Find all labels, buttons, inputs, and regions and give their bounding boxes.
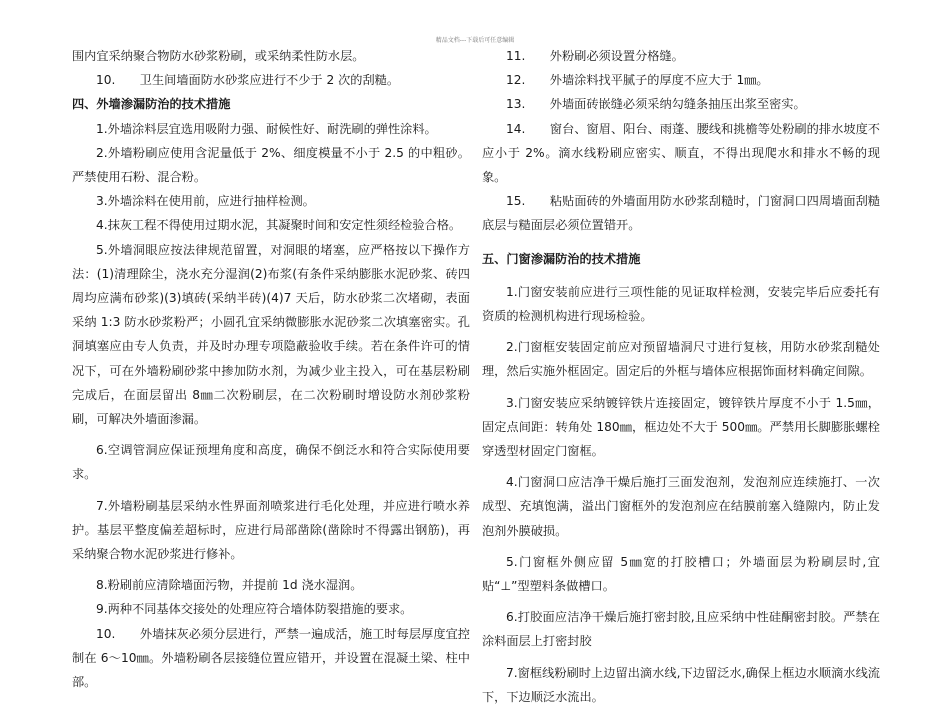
paragraph: 5.外墙洞眼应按法律规范留置，对洞眼的堵塞，应严格按以下操作方法：(1)清理除尘，浇水充分湿润(2)布浆(有条件采纳膨胀水泥砂浆、砖四周均应满布砂浆)(3)填砖(采纳半砖)(4)7 天后，防水砂浆二次堵砌，表面采纳 1:3 防水砂浆粉严；小圆孔宜采纳微膨胀水泥砂浆二次填塞密实。孔洞填塞应由专人负责，并及时办理专项隐蔽验收手续。若在条件许可的情况下，可在外墙粉刷砂浆中掺加防水剂，为减少业主投入，可在基层粉刷完成后，在面层留出 8㎜二次粉刷层，在二次粉刷时增设防水剂砂浆粉刷，可解决外墙面渗漏。: [72, 242, 470, 427]
paragraph: 10. 卫生间墙面防水砂浆应进行不少于 2 次的刮糙。: [96, 73, 400, 88]
paragraph: 7.窗框线粉刷时上边留出滴水线,下边留泛水,确保上框边水顺滴水线流下，下边顺泛水流出。: [482, 665, 880, 704]
paragraph: 1.门窗安装前应进行三项性能的见证取样检测，安装完毕后应委托有资质的检测机构进行现场检验。: [482, 284, 880, 324]
paragraph: 6.空调管洞应保证预埋角度和高度，确保不倒泛水和符合实际使用要求。: [72, 443, 470, 482]
right-column: [482, 44, 880, 709]
paragraph: 7.外墙粉刷基层采纳水性界面剂喷浆进行毛化处理，并应进行喷水养护。基层平整度偏差超标时，应进行局部凿除(凿除时不得露出钢筋)，再采纳聚合物水泥砂浆进行修补。: [72, 498, 470, 562]
page-header: 精品文档---下载后可任意编辑: [435, 37, 515, 44]
paragraph: 13. 外墙面砖嵌缝必须采纳勾缝条抽压出浆至密实。: [506, 97, 806, 112]
section-heading-5: 五、门窗渗漏防治的技术措施: [482, 251, 641, 266]
left-column: [72, 44, 470, 694]
paragraph: 围内宜采纳聚合物防水砂浆粉刷，或采纳柔性防水层。: [72, 49, 365, 63]
paragraph: 2.外墙粉刷应使用含泥量低于 2%、细度模量不小于 2.5 的中粗砂。严禁使用石粉、混合粉。: [72, 145, 470, 185]
paragraph: 12. 外墙涂料找平腻子的厚度不应大于 1㎜。: [506, 73, 769, 88]
paragraph: 5.门窗框外侧应留 5㎜宽的打胶槽口；外墙面层为粉刷层时,宜贴“⊥”型塑料条做槽口。: [482, 554, 880, 594]
paragraph: 11. 外粉刷必须设置分格缝。: [506, 49, 684, 63]
paragraph: 15. 粘贴面砖的外墙面用防水砂浆刮糙时，门窗洞口四周墙面刮糙底层与糙面层必须位置错开。: [482, 194, 880, 233]
paragraph: 4.抹灰工程不得使用过期水泥，其凝聚时间和安定性须经检验合格。: [96, 218, 462, 233]
paragraph: 3.外墙涂料在使用前，应进行抽样检测。: [96, 194, 315, 209]
paragraph: 3.门窗安装应采纳镀锌铁片连接固定，镀锌铁片厚度不小于 1.5㎜，固定点间距：转角处 180㎜，框边处不大于 500㎜。严禁用长脚膨胀螺栓穿透型材固定门窗框。: [482, 395, 880, 459]
paragraph: 6.打胶面应洁净干燥后施打密封胶,且应采纳中性硅酮密封胶。严禁在涂料面层上打密封胶: [482, 610, 880, 649]
paragraph: 14. 窗台、窗眉、阳台、雨蓬、腰线和挑檐等处粉刷的排水坡度不应小于 2%。滴水线粉刷应密实、顺直，不得出现爬水和排水不畅的现象。: [482, 121, 880, 185]
paragraph: 2.门窗框安装固定前应对预留墙洞尺寸进行复核，用防水砂浆刮糙处理，然后实施外框固定。固定后的外框与墙体应根据饰面材料确定间隙。: [482, 340, 880, 379]
paragraph: 10. 外墙抹灰必须分层进行，严禁一遍成活，施工时每层厚度宜控制在 6～10㎜。外墙粉刷各层接缝位置应错开，并设置在混凝土梁、柱中部。: [72, 626, 470, 690]
paragraph: 4.门窗洞口应洁净干燥后施打三面发泡剂，发泡剂应连续施打、一次成型、充填饱满，溢出门窗框外的发泡剂应在结膜前塞入缝隙内，防止发泡剂外膜破损。: [482, 475, 880, 538]
paragraph: 8.粉刷前应清除墙面污物，并提前 1d 浇水湿润。: [96, 578, 363, 593]
paragraph: 9.两种不同基体交接处的处理应符合墙体防裂措施的要求。: [96, 602, 413, 617]
section-heading-4: 四、外墙渗漏防治的技术措施: [72, 97, 231, 112]
paragraph: 1.外墙涂料层宜选用吸附力强、耐候性好、耐洗刷的弹性涂料。: [96, 121, 437, 136]
